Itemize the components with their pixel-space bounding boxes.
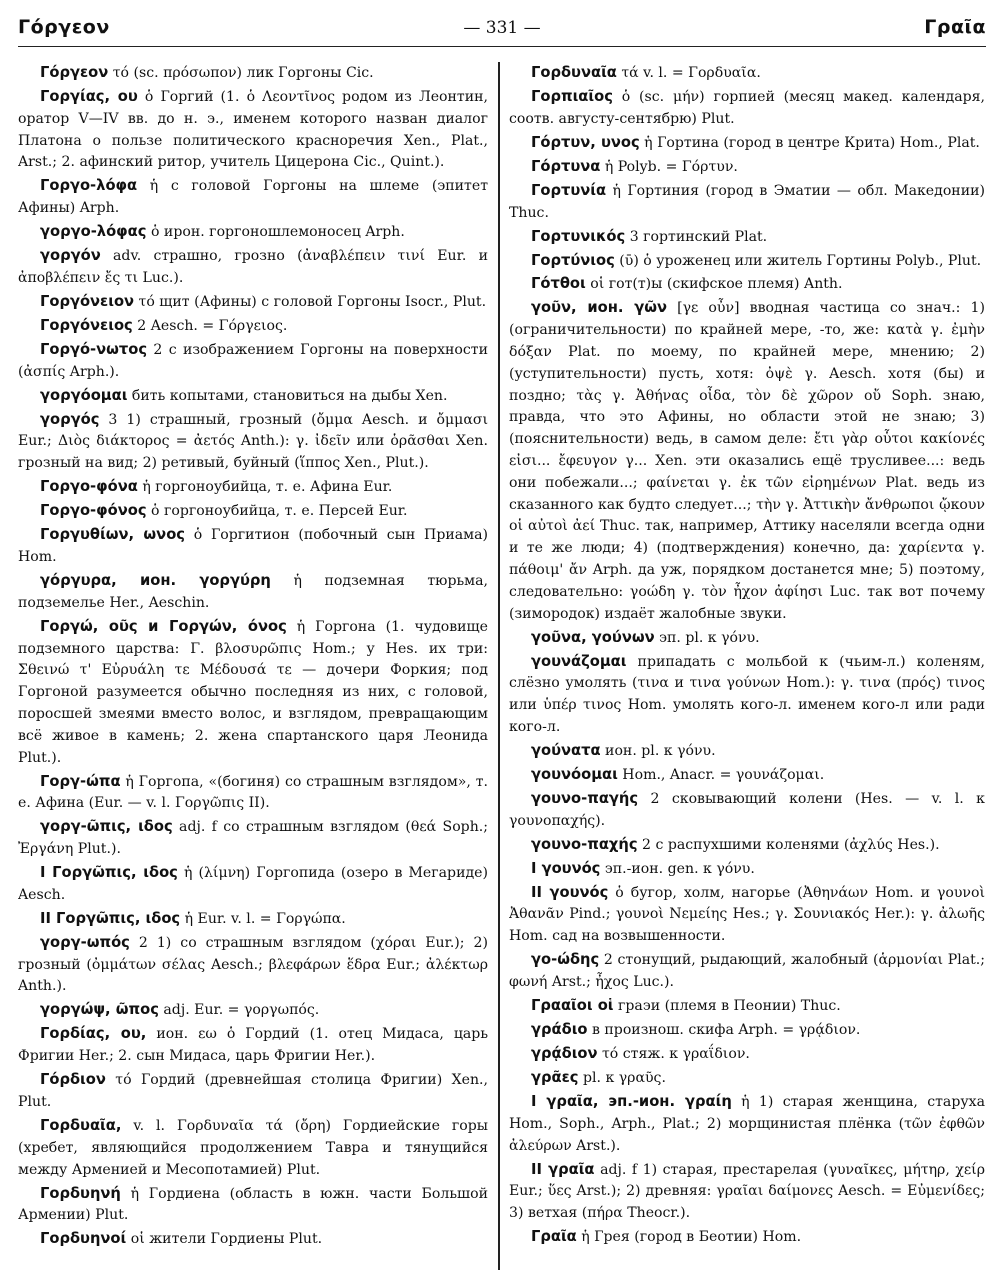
entry-headword: Γόργεον [40, 64, 109, 81]
entry-definition: τό щит (Афины) с головой Горгоны Isocr., Plut. [134, 293, 487, 310]
entry-headword: γοργ-ωπός [40, 933, 130, 951]
dictionary-entry [509, 86, 985, 131]
dictionary-entry [509, 764, 985, 787]
entry-headword: Γορδυναῖα [531, 64, 617, 81]
entry-headword: Γραῖα [531, 1228, 577, 1246]
entry-definition: ὁ горгоноубийца, т. е. Персей Eur. [146, 503, 408, 520]
dictionary-entry [509, 949, 985, 994]
entry-headword: γόργυρα, ион. γοργύρη [40, 571, 271, 589]
entry-headword: γράδιο [531, 1021, 588, 1039]
dictionary-entry [509, 882, 985, 948]
dictionary-entry [509, 62, 985, 85]
dictionary-entry [18, 62, 488, 85]
entry-definition: ἡ Гортиния (город в Эматии — обл. Македонии) Thuc. [509, 182, 985, 221]
entry-definition: τό (sc. πρόσωπον) лик Горгоны Cic. [108, 65, 374, 81]
entry-definition: ἡ 1) старая женщина, старуха Hom., Soph., Arph., Plat.; 2) морщинистая плёнка (τῶν ἐφθῶν ἀλεύρων Arst.). [509, 1093, 985, 1154]
entry-definition: бить копытами, становиться на дыбы Xen. [127, 387, 448, 404]
entry-definition: эп. pl. к γόνυ. [654, 629, 760, 646]
entry-headword: Γοργόνειον [40, 292, 135, 310]
dictionary-entry [509, 1091, 985, 1157]
dictionary-entry [509, 995, 985, 1018]
dictionary-entry [509, 250, 985, 273]
dictionary-entry [509, 226, 985, 249]
entry-headword: Γορτυνία [531, 181, 607, 199]
entry-headword: Γοργό-νωτος [40, 340, 148, 358]
entry-definition: ὁ (sc. μήν) горпией (месяц макед. календаря, соотв. августу-сентябрю) Plut. [509, 88, 985, 127]
entry-headword: γοργ-ῶπις, ιδος [40, 818, 173, 836]
entry-headword: Γοργίας, ου [40, 87, 138, 105]
entry-headword: γοργόομαι [40, 386, 128, 404]
dictionary-entry [509, 156, 985, 179]
running-head-left: Γόργεον [18, 16, 110, 38]
entry-definition: 2 с изображением Горгоны на поверхности (ἀσπίς Arph.). [18, 341, 488, 380]
dictionary-entry [18, 221, 488, 244]
column-divider [498, 62, 500, 1270]
entry-headword: Γόρδιον [40, 1071, 106, 1089]
entry-definition: adj. f 1) старая, престарелая (γυναῖκες, μήτηρ, χείρ Eur.; ὕες Arst.); 2) древняя: γραῖαι δαίμονες Aesch. = Εὐμενίδες; 3) ветхая (πήρα Theocr.). [509, 1161, 985, 1222]
entry-headword: γουνο-παχής [531, 835, 638, 853]
dictionary-entry [18, 245, 488, 290]
dictionary-entry [18, 1023, 488, 1068]
entry-definition: граэи (племя в Пеонии) Thuc. [613, 998, 841, 1015]
entry-definition: ἡ (λίμνη) Горгопида (озеро в Мегариде) Aesch. [18, 865, 488, 903]
entry-headword: γοργός [40, 410, 100, 428]
entry-definition: ὁ Горгитион (побочный сын Приама) Hom. [18, 527, 488, 565]
dictionary-entry [18, 1069, 488, 1114]
entry-headword: γοῦνα, γούνων [531, 628, 655, 646]
left-column [18, 62, 488, 1278]
entry-definition: ὁ Горгий (1. ὁ Λεοντῖνος родом из Леонтин, оратор V—IV вв. до н. э., именем которого назван диалог Платона о пользе политического красноречия Xen., Plat., Arst.; 2. афинский ритор, учитель Цицерона Cic., Quint.). [18, 88, 488, 171]
dictionary-entry [18, 771, 488, 816]
dictionary-entry [18, 385, 488, 408]
entry-definition: ἡ Eur. v. l. = Γοργώπα. [180, 910, 346, 927]
entry-definition: (ῡ) ὁ уроженец или житель Гортины Polyb., Plut. [614, 252, 982, 269]
entry-definition: эп.-ион. gen. к γόνυ. [600, 860, 755, 877]
dictionary-entry [509, 132, 985, 155]
entry-headword: γοῦν, ион. γῶν [531, 299, 667, 317]
dictionary-entry [18, 908, 488, 931]
running-head-right: Γραῖα [924, 16, 986, 38]
entry-definition: adj. Eur. = γοργωπός. [158, 1002, 320, 1019]
dictionary-entry [18, 1183, 488, 1228]
dictionary-entry [509, 788, 985, 833]
entry-definition: ион. pl. к γόνυ. [600, 742, 716, 759]
dictionary-entry [509, 1159, 985, 1225]
dictionary-entry [509, 834, 985, 857]
entry-definition: ἡ Горгона (1. чудовище подземного царства: Γ. βλοσυρῶπις Hom.; у Hes. их три: Σθεινώ τ' Εὐρυάλη τε Μέδουσά τε — дочери Форкия; под Горгоной разумеется обычно последняя из них, с головой, поросшей змеями вместо волос, и взглядом, превращающим всё живое в камень; 2. жена спартанского царя Леонида Plut.). [18, 618, 488, 766]
entry-definition: ἡ Polyb. = Γόρτυν. [600, 158, 738, 175]
dictionary-entry [18, 932, 488, 998]
entry-headword: Γοργόνειος [40, 316, 133, 334]
entry-headword: Γορπιαῖος [531, 87, 613, 105]
dictionary-entry [509, 1067, 985, 1090]
entry-headword: Γοργο-φόνος [40, 502, 147, 520]
entry-headword: Γορτυνικός [531, 227, 626, 245]
entry-definition: ὁ ирон. горгоношлемоносец Arph. [146, 224, 405, 241]
entry-headword: γούνατα [531, 741, 601, 759]
entry-definition: 2 стонущий, рыдающий, жалобный (ἁρμονίαι Plat.; φωνή Arst.; ἦχος Luc.). [509, 952, 985, 991]
dictionary-entry [509, 273, 985, 296]
dictionary-entry [509, 651, 985, 739]
entry-headword: Γορδυαῖα, [40, 1116, 122, 1134]
entry-headword: Γορδυηνή [40, 1184, 121, 1202]
entry-headword: I γραῖα, эп.-ион. γραίη [531, 1092, 732, 1110]
dictionary-entry [18, 476, 488, 499]
entry-definition: ἡ с головой Горгоны на шлеме (эпитет Афины) Arph. [18, 178, 488, 217]
entry-definition: ἡ Горгопа, «(богиня) со страшным взглядом», т. е. Афина (Eur. — v. l. Γοργῶπις II). [18, 773, 488, 812]
entry-definition: ἡ Грея (город в Беотии) Hom. [576, 1229, 802, 1246]
entry-headword: Γορδίας, ου, [40, 1025, 147, 1043]
entry-definition: οἱ гот(т)ы (скифское племя) Anth. [585, 276, 843, 293]
page-number: — 331 — [463, 18, 541, 38]
right-column [509, 62, 985, 1278]
entry-definition: [γε οὖν] вводная частица со знач.: 1) (ограничительности) по крайней мере, -то, же: κατὰ γ. ἐμὴν δόξαν Plat. по моему, по крайней мере, мнению; 2) (уступительности) пусть, хотя: ὀψὲ γ. Aesch. хотя (бы) и поздно; τὰς γ. Ἀθήνας οἶδα, τὸν δὲ χῶρον οὔ Soph. знаю, правда, что это Афины, но области этой не знаю; 3) (пояснительности) ведь, в самом деле: ἔτι γὰρ οὗτοι κακίονές εἰσι... ἔφευγον γ... Xen. эти оказались ещё трусливее...: ведь они побежали...; φαίνεται γ. ἐκ τῶν εἰρημένων Plat. ведь из сказанного как будто следует...; τὴν γ. Ἀττικὴν ἄνθρωποι ᾤκουν οἱ αὐτοὶ ἀεί Thuc. так, например, Аттику населяли всегда одни и те же люди; 4) (подтверждения) конечно, да: χαρίεντα γ. πάθοιμ' ἄν Arph. да уж, порядком достанется мне; 5) поэтому, следовательно: γοώδη γ. τὸν ἦχον ἀφίησι Luc. так вот почему (зимородок) издаёт жалобные звуки. [509, 300, 985, 622]
entry-definition: 3 1) страшный, грозный (ὄμμα Aesch. и ὄμμασι Eur.; Διὸς διάκτορος = ἀετός Anth.): γ. ἰδεῖν или ὁρᾶσθαι Xen. грозный на вид; 2) ретивый, буйный (ἵππος Xen., Plut.). [18, 411, 488, 472]
entry-headword: γο-ώδης [531, 951, 600, 969]
entry-definition: 2 сковывающий колени (Hes. — v. l. к γουνοπαχής). [509, 790, 985, 829]
entry-definition: 2 1) со страшным взглядом (χόραι Eur.); 2) грозный (ὀμμάτων σέλας Aesch.; βλεφάρων ἕδρα Eur.; ἀλέκτωρ Anth.). [18, 934, 488, 995]
entry-definition: ὁ бугор, холм, нагорье (Ἀθηνάων Hom. и γουνοὶ Ἀθανᾶν Pind.; γουνοὶ Νεμείης Hes.; γ. Σουνιακός Her.): γ. ἀλωῆς Hom. сад на возвышенности. [509, 884, 985, 945]
entry-definition: ἡ Гордиена (область в южн. части Большой Армении) Plut. [18, 1185, 488, 1224]
entry-headword: γοργο-λόφας [40, 223, 147, 241]
entry-headword: Γόρτυνα [531, 157, 601, 175]
dictionary-entry [18, 816, 488, 861]
dictionary-entry [509, 1226, 985, 1249]
dictionary-entry [18, 999, 488, 1022]
dictionary-entry [18, 315, 488, 338]
entry-definition: 2 с распухшими коленями (ἀχλύς Hes.). [637, 836, 940, 853]
page-header [18, 12, 986, 47]
entry-headword: γρᾴδιον [531, 1045, 598, 1063]
entry-headword: γοργόν [40, 247, 101, 265]
dictionary-entry [18, 86, 488, 174]
entry-definition: τό Гордий (древнейшая столица Фригии) Xen., Plut. [18, 1072, 488, 1110]
entry-headword: I γουνός [531, 859, 601, 877]
entry-headword: II γραῖα [531, 1160, 595, 1178]
entry-definition: Hom., Anacr. = γουνάζομαι. [617, 766, 825, 783]
dictionary-entry [509, 297, 985, 625]
dictionary-entry [18, 291, 488, 314]
entry-headword: γουνο-παγής [531, 789, 639, 807]
entry-headword: Γοργ-ώπα [40, 772, 121, 790]
entry-definition: οἱ жители Гордиены Plut. [126, 1231, 323, 1248]
entry-definition: 2 Aesch. = Γόργειος. [132, 317, 288, 334]
entry-definition: τό стяж. к γραΐδιον. [597, 1046, 750, 1063]
entry-definition: adv. страшно, грозно (ἀναβλέπειν τινί Eur. и ἀποβλέπειν ἔς τι Luc.). [18, 248, 488, 286]
dictionary-entry [509, 740, 985, 763]
dictionary-entry [18, 409, 488, 475]
entry-definition: ион. εω ὁ Гордий (1. отец Мидаса, царь Фригии Her.; 2. сын Мидаса, царь Фригии Her.). [18, 1026, 488, 1065]
dictionary-entry [509, 180, 985, 225]
dictionary-entry [18, 524, 488, 569]
entry-headword: Γορτύνιος [531, 251, 615, 269]
entry-definition: ἡ подземная тюрьма, подземелье Her., Aeschin. [18, 572, 488, 611]
entry-definition: ἡ горгоноубийца, т. е. Афина Eur. [137, 479, 393, 496]
entry-headword: Γρααῖοι οἱ [531, 997, 614, 1015]
dictionary-entry [18, 500, 488, 523]
entry-headword: Γοργυθίων, ωνος [40, 526, 185, 544]
entry-headword: Γοργο-λόφα [40, 177, 138, 195]
dictionary-entry [18, 175, 488, 220]
entry-headword: Γόρτυν, υνος [531, 133, 640, 151]
entry-definition: в произнош. скифа Arph. = γρᾴδιον. [587, 1022, 861, 1039]
entry-headword: γοργώψ, ῶπος [40, 1001, 159, 1019]
dictionary-entry [509, 627, 985, 650]
entry-headword: γουνάζομαι [531, 652, 627, 670]
entry-headword: II Γοργῶπις, ιδος [40, 909, 181, 927]
entry-headword: II γουνός [531, 883, 609, 901]
entry-headword: γουνόομαι [531, 765, 618, 783]
entry-definition: τά v. l. = Γορδυαῖα. [616, 65, 761, 81]
entry-definition: 3 гортинский Plat. [625, 228, 768, 245]
dictionary-entry [18, 1228, 488, 1251]
entry-headword: Γότθοι [531, 275, 586, 293]
entry-headword: Γοργώ, οῦς и Γοργών, όνος [40, 617, 287, 635]
dictionary-entry [509, 858, 985, 881]
dictionary-entry [509, 1019, 985, 1042]
entry-definition: pl. к γραῦς. [578, 1070, 666, 1086]
entry-definition: v. l. Γορδυναῖα τά (ὄρη) Гордиейские горы (хребет, являющийся продолжением Тавра и тянущийся между Арменией и Месопотамией) Plut. [18, 1117, 488, 1178]
entry-definition: ἡ Гортина (город в центре Крита) Hom., Plat. [639, 134, 980, 151]
entry-headword: I Γοργῶπις, ιδος [40, 864, 178, 882]
entry-headword: Γοργο-φόνα [40, 478, 138, 496]
entry-headword: γρᾶες [531, 1069, 579, 1086]
dictionary-entry [18, 616, 488, 770]
dictionary-entry [18, 570, 488, 615]
entry-headword: Γορδυηνοί [40, 1230, 127, 1248]
dictionary-entry [509, 1043, 985, 1066]
entry-definition: припадать с мольбой к (чьим-л.) коленям, слёзно умолять (τινα и τινα γούνων Hom.): γ. τινα (πρός) τινος или ὑπέρ τινος Hom. умолять кого-л. именем кого-л или ради кого-л. [509, 653, 985, 735]
dictionary-entry [18, 862, 488, 907]
dictionary-entry [18, 339, 488, 384]
entry-definition: adj. f со страшным взглядом (θεά Soph.; Ἐργάνη Plut.). [18, 819, 488, 858]
dictionary-entry [18, 1115, 488, 1181]
